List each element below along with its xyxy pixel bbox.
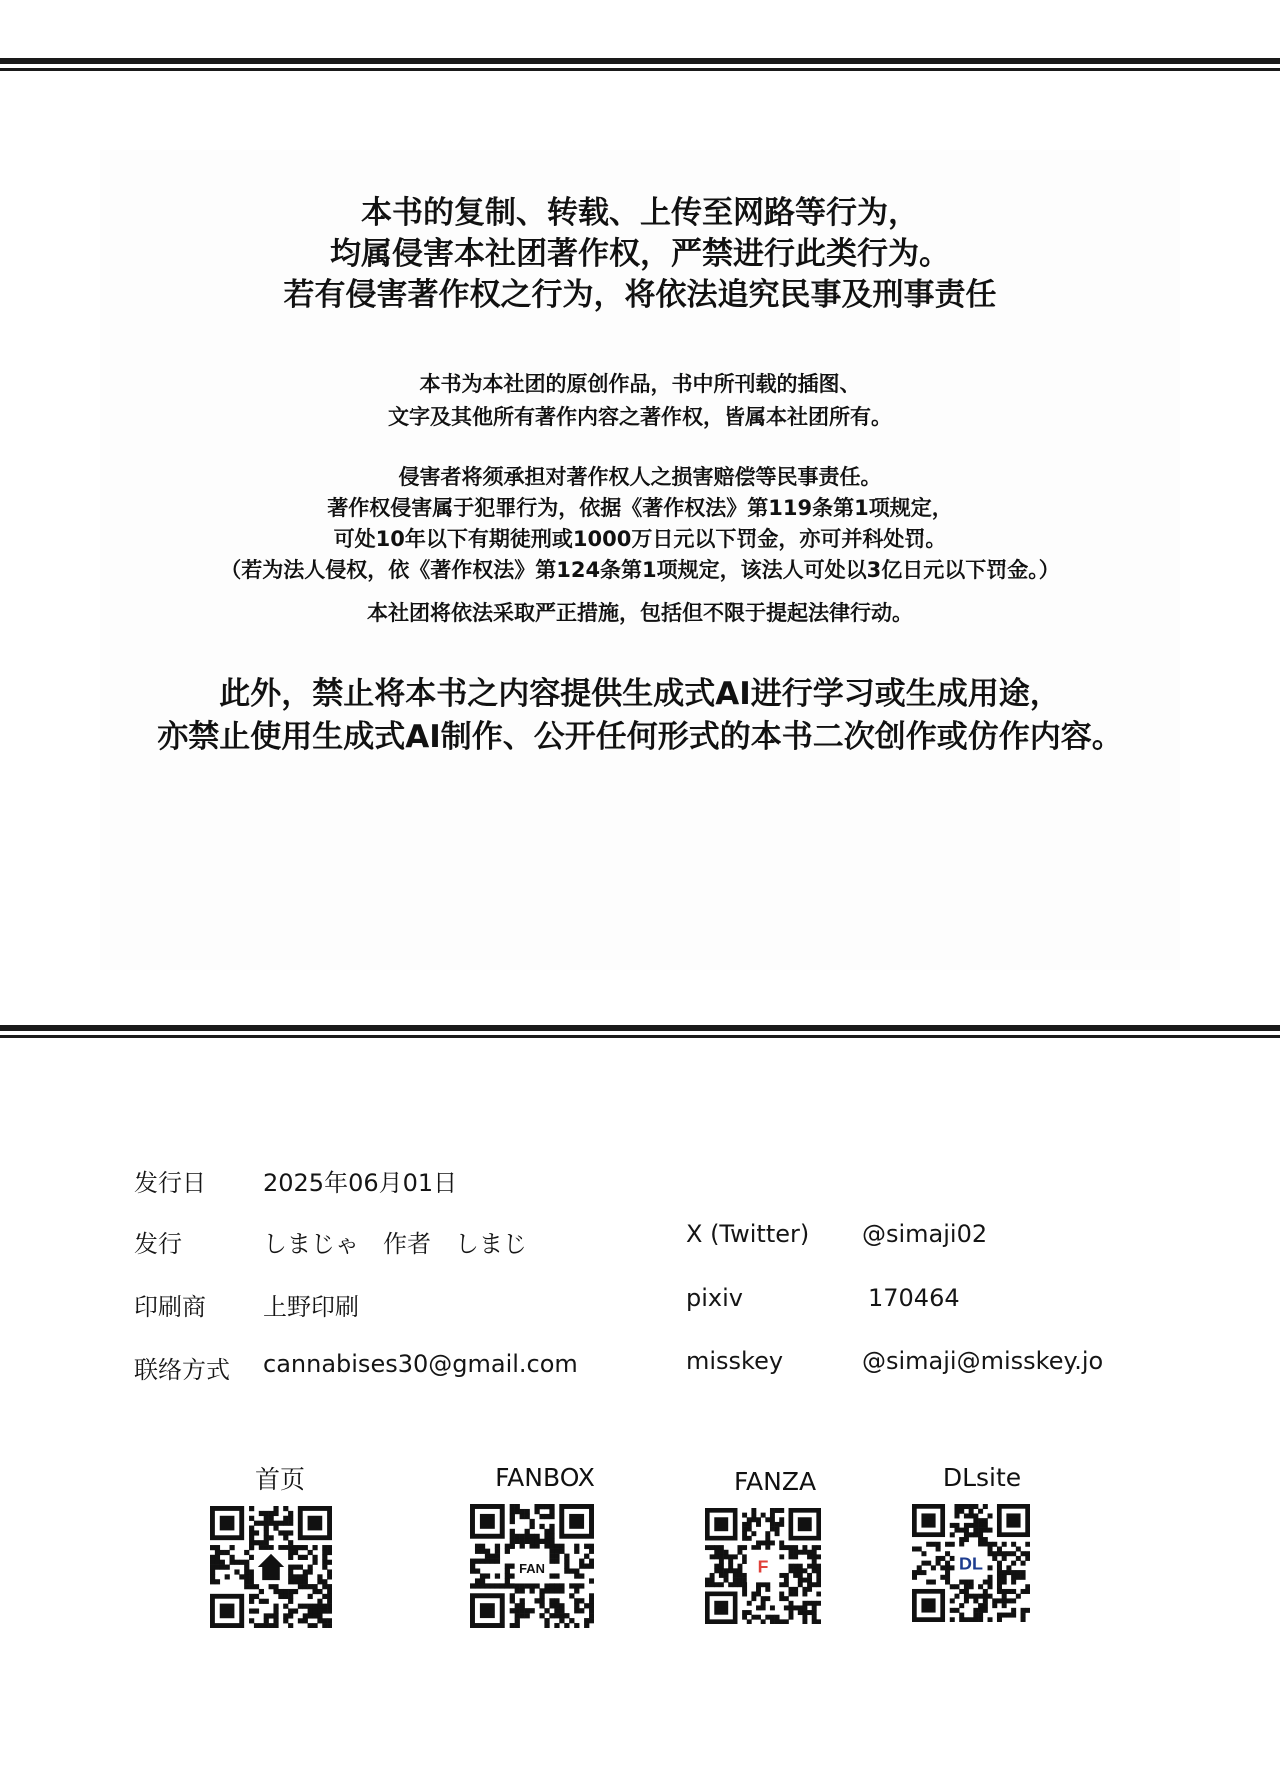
qr-code (705, 1508, 845, 1624)
misskey-handle: @simaji@misskey.jo (862, 1347, 1104, 1375)
printer-label: 印刷商 (134, 1293, 206, 1321)
qr-pattern (210, 1506, 332, 1628)
issue-date-value: 2025年06月01日 (263, 1169, 458, 1197)
pixiv-id: 170464 (868, 1284, 960, 1312)
ai-notice-line: 此外，禁止将本书之内容提供生成式AI进行学习或生成用途， (219, 676, 1061, 712)
qr-dlsite[interactable] (912, 1460, 1052, 1622)
qr-title: FANBOX (495, 1463, 595, 1492)
publisher-value: しまじゃ 作者 しまじ (263, 1230, 527, 1258)
twitter-handle: @simaji02 (862, 1220, 988, 1248)
ai-notice-line: 亦禁止使用生成式AI制作、公开任何形式的本书二次创作或仿作内容。 (157, 719, 1123, 755)
qr-center-logo: FAN (519, 1560, 545, 1576)
notice-line: 可处10年以下有期徒刑或1000万日元以下罚金，亦可并科处罚。 (333, 527, 947, 551)
headline-line: 若有侵害著作权之行为，将依法追究民事及刑事责任 (283, 277, 997, 313)
qr-code (912, 1504, 1052, 1622)
qr-pattern (705, 1508, 821, 1624)
issue-date-label: 发行日 (134, 1169, 206, 1197)
pixiv-label: pixiv (686, 1284, 743, 1312)
notice-line: 本书为本社团的原创作品，书中所刊载的插图、 (419, 372, 861, 396)
misskey-label: misskey (686, 1347, 784, 1375)
publisher-label: 发行 (134, 1230, 182, 1258)
qr-title: 首页 (254, 1465, 305, 1494)
qr-code (470, 1504, 620, 1628)
headline-line: 本书的复制、转载、上传至网路等行为， (361, 195, 919, 231)
qr-fanbox[interactable] (470, 1460, 620, 1628)
qr-pattern (470, 1504, 594, 1628)
qr-center-logo: F (757, 1556, 769, 1577)
qr-title: DLsite (942, 1463, 1022, 1492)
notice-line: （若为法人侵权，依《著作权法》第124条第1项规定，该法人可处以3亿日元以下罚金。） (220, 558, 1060, 582)
qr-center-logo: DL (959, 1553, 983, 1574)
notice-line: 侵害者将须承担对著作权人之损害赔偿等民事责任。 (398, 465, 882, 489)
qr-code (210, 1506, 350, 1628)
contact-email: cannabises30@gmail.com (263, 1350, 578, 1378)
notice-line: 文字及其他所有著作内容之著作权，皆属本社团所有。 (388, 405, 892, 429)
printer-value: 上野印刷 (263, 1293, 359, 1321)
qr-homepage[interactable] (210, 1462, 350, 1628)
notice-line: 本社团将依法采取严正措施，包括但不限于提起法律行动。 (367, 601, 913, 625)
qr-fanza[interactable] (705, 1464, 845, 1624)
qr-title: FANZA (733, 1467, 817, 1496)
contact-label: 联络方式 (134, 1356, 230, 1384)
twitter-label: X (Twitter) (686, 1220, 810, 1248)
headline-line: 均属侵害本社团著作权，严禁进行此类行为。 (330, 236, 950, 272)
notice-line: 著作权侵害属于犯罪行为，依据《著作权法》第119条第1项规定， (327, 496, 953, 520)
qr-pattern (912, 1504, 1030, 1622)
